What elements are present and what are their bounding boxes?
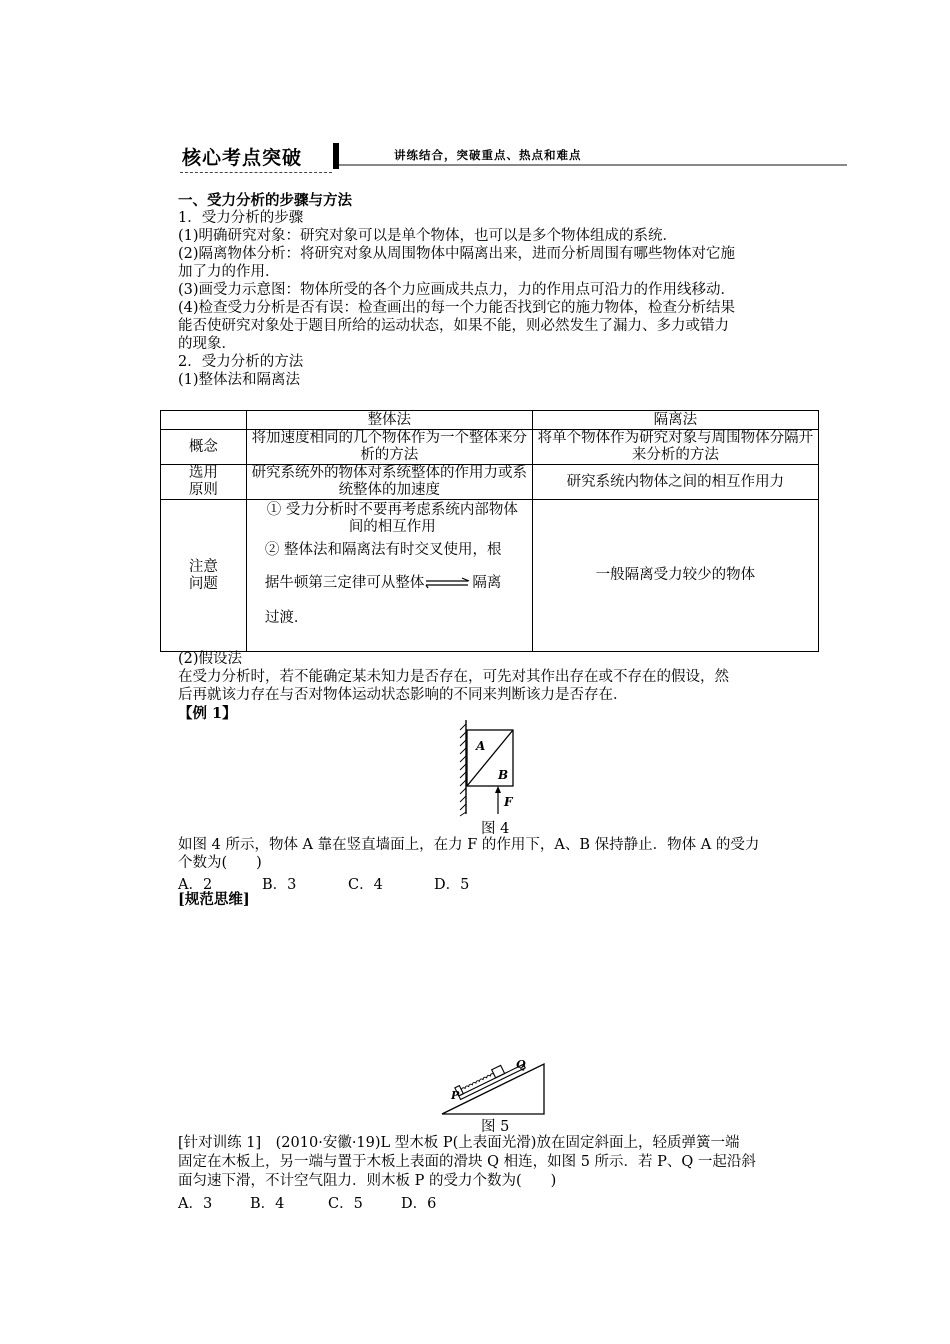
standard-thinking-label: [规范思维] [178, 891, 250, 908]
cell-isolate-principle: 研究系统内物体之间的相互作用力 [532, 465, 818, 500]
table-header-empty [161, 411, 247, 430]
label-slider-q: Q [516, 1058, 526, 1071]
subheading-whole-isolate: (1)整体法和隔离法 [178, 372, 301, 388]
question-text: 如图 4 所示，物体 A 靠在竖直墙面上，在力 F 的作用下，A、B 保持静止．物体 A 的受力 [178, 837, 760, 853]
label-block-a: A [476, 739, 486, 753]
option-d: D．6 [401, 1196, 437, 1212]
label-force-f: F [504, 795, 513, 809]
note-2-cont: 据牛顿第三定律可从整体 隔离 [264, 575, 502, 591]
paragraph: 的现象． [178, 336, 236, 352]
banner-dashed-underline [180, 172, 332, 173]
cell-isolate-notes: 一般隔离受力较少的物体 [532, 500, 818, 652]
paragraph: (2)隔离物体分析：将研究对象从周围物体中隔离出来，进而分析周围有哪些物体对它施 [178, 246, 736, 262]
heading-force-analysis: 一、受力分析的步骤与方法 [178, 192, 352, 209]
training-question: 固定在木板上，另一端与置于木板上表面的滑块 Q 相连，如图 5 所示．若 P、Q 一起沿斜 [178, 1154, 756, 1170]
figure-5-caption: 图 5 [481, 1119, 510, 1135]
paragraph: (3)画受力示意图：物体所受的各个力应画成共点力，力的作用点可沿力的作用线移动． [178, 282, 736, 298]
figure-5-diagram [440, 1058, 550, 1116]
table-header-isolate: 隔离法 [532, 411, 818, 430]
subheading-methods: 2．受力分析的方法 [178, 354, 304, 370]
paragraph: 后再就该力存在与否对物体运动状态影响的不同来判断该力是否存在． [178, 687, 628, 703]
figure-4-diagram [456, 718, 526, 818]
label-board-p: P [451, 1089, 460, 1102]
note-2: ② 整体法和隔离法有时交叉使用，根 [264, 542, 502, 558]
option-c: C．4 [348, 877, 383, 893]
cell-whole-principle: 研究系统外的物体对系统整体的作用力或系统整体的加速度 [246, 465, 532, 500]
option-a: A．3 [178, 1196, 213, 1212]
table-header-whole: 整体法 [246, 411, 532, 430]
question-text: 个数为( ) [178, 855, 262, 871]
example-label: 【例 1】 [178, 705, 237, 722]
paragraph: 能否使研究对象处于题目所给的运动状态，如果不能，则必然发生了漏力、多力或错力 [178, 318, 729, 334]
banner-rule [339, 164, 847, 166]
option-d: D．5 [434, 877, 470, 893]
cell-whole-concept: 将加速度相同的几个物体作为一个整体来分析的方法 [246, 430, 532, 465]
paragraph: 在受力分析时，若不能确定某未知力是否存在，可先对其作出存在或不存在的假设，然 [178, 669, 729, 685]
subheading-hypothesis: (2)假设法 [178, 651, 243, 667]
option-b: B．4 [250, 1196, 285, 1212]
paragraph: (1)明确研究对象：研究对象可以是单个物体，也可以是多个物体组成的系统． [178, 228, 678, 244]
subheading-steps: 1．受力分析的步骤 [178, 210, 304, 226]
row-label-concept: 概念 [161, 430, 247, 465]
option-b: B．3 [262, 877, 297, 893]
label-block-b: B [498, 768, 509, 782]
figure-4-caption: 图 4 [481, 821, 510, 837]
paragraph: (4)检查受力分析是否有误：检查画出的每一个力能否找到它的施力物体，检查分析结果 [178, 300, 736, 316]
option-a: A．2 [178, 877, 213, 893]
note-2-end: 过渡． [264, 610, 309, 626]
row-label-principle: 选用原则 [161, 465, 247, 500]
training-question: [针对训练 1] (2010·安徽·19)L 型木板 P(上表面光滑)放在固定斜面上，轻质弹簧一端 [178, 1135, 740, 1151]
cell-whole-notes [246, 500, 532, 652]
paragraph: 加了力的作用． [178, 264, 280, 280]
section-banner-title: 核心考点突破 [182, 147, 303, 169]
cell-isolate-concept: 将单个物体作为研究对象与周围物体分隔开来分析的方法 [532, 430, 818, 465]
option-c: C．5 [328, 1196, 363, 1212]
row-label-notes: 注意问题 [161, 500, 247, 652]
double-arrow-icon [424, 576, 472, 590]
method-comparison-table [160, 410, 819, 652]
note-1: ① 受力分析时不要再考虑系统内部物体间的相互作用 [266, 502, 518, 535]
section-banner-subtitle: 讲练结合，突破重点、热点和难点 [394, 148, 582, 162]
training-question: 面匀速下滑，不计空气阻力．则木板 P 的受力个数为( ) [178, 1173, 557, 1189]
